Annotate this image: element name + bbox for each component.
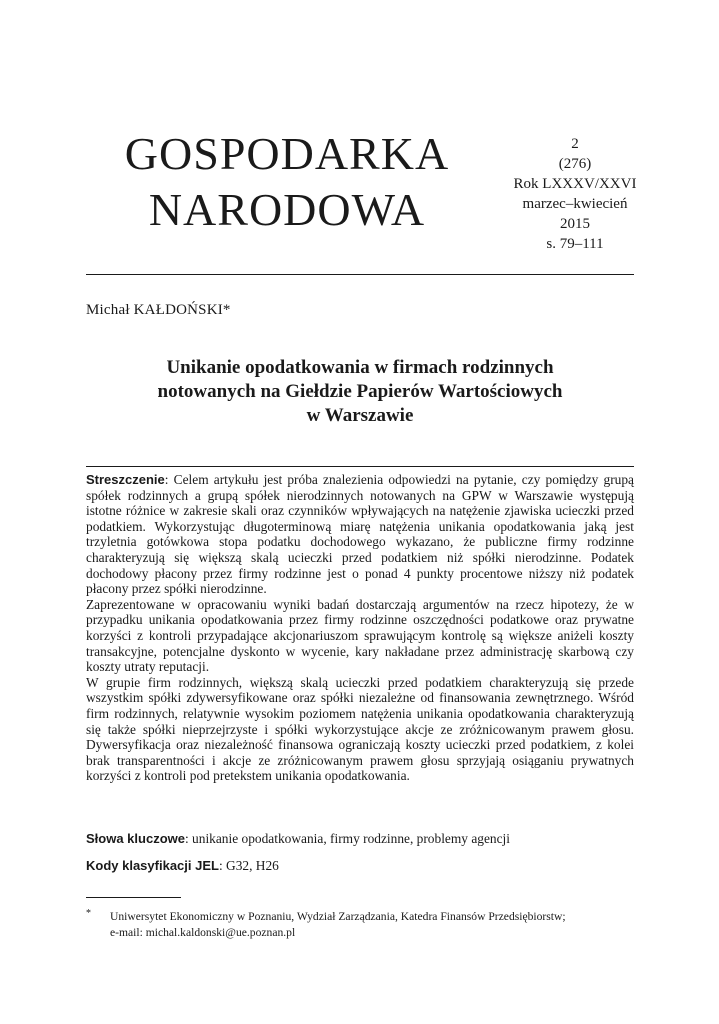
- journal-title-line-2: NARODOWA: [148, 184, 426, 235]
- abstract-label: Streszczenie: [86, 472, 165, 487]
- journal-title-line-1: GOSPODARKA: [124, 128, 450, 179]
- article-title-line-1: Unikanie opodatkowania w firmach rodzinnych: [166, 357, 554, 378]
- abstract-text-1: : Celem artykułu jest próba znalezienia odpowiedzi na pytanie, czy pomiędzy grupą spółek rodzinnych a grupą spółek nierodzinnych notowanych na GPW w Warszawie występują istotne różnice w zakresie skali oraz czynników wpływających na natężenie zjawiska ucieczki przed podatkiem. Wykorzystując długoterminową miarę natężenia unikania opodatkowania jaką jest trzyletnia gotówkowa stopa podatku dochodowego wykazano, że publiczne firmy rodzinne charakteryzują się większą skalą ucieczki przed podatkiem niż spółki nierodzinne. Podatek dochodowy płacony przez firmy rodzinne jest o ponad 4 punkty procentowe niższy niż podatek płacony przez spółki nierodzinne.: [86, 472, 634, 597]
- abstract-paragraph-1: [86, 472, 634, 597]
- issue-sequence: (276): [558, 156, 592, 172]
- masthead: [0, 0, 719, 280]
- keywords: [86, 831, 634, 847]
- keywords-text: : unikanie opodatkowania, firmy rodzinne, problemy agencji: [184, 831, 510, 846]
- issue-year: 2015: [560, 216, 590, 232]
- abstract-paragraph-3: W grupie firm rodzinnych, większą skalą ucieczki przed podatkiem charakteryzują się przede wszystkim spółki zdywersyfikowane oraz spółki niezależne od finansowania zewnętrznego. Wśród firm rodzinnych, relatywnie wysokim poziomem natężenia unikania opodatkowania charakteryzują się także spółki nieprzejrzyste i spółki wykorzystujące akcje ze zróżnicowanym prawem głosu. Dywersyfikacja oraz niezależność finansowa ograniczają koszty ucieczki przed podatkiem, z kolei brak transparentności i akcje ze zróżnicowanym prawem głosu sprzyjają osiąganiu prywatnych korzyści z kontroli pod pretekstem unikania opodatkowania.: [86, 674, 634, 784]
- abstract-paragraph-2: Zaprezentowane w opracowaniu wyniki badań dostarczają argumentów na rzecz hipotezy, że w przypadku unikania opodatkowania przez firmy rodzinne oszczędności podatkowe oraz prywatne korzyści z kontroli przypadające akcjonariuszom sprawującym kontrolę są większe aniżeli koszty transakcyjne, potencjalne dyskonto w wycenie, kary nakładane przez administrację skarbową czy koszty utraty reputacji.: [86, 596, 634, 675]
- author-name: Michał KAŁDOŃSKI*: [86, 302, 231, 318]
- article-title-line-2: notowanych na Giełdzie Papierów Wartościowych: [157, 381, 563, 402]
- journal-title: [112, 126, 462, 238]
- issue-number: 2: [571, 136, 579, 152]
- footnote-email: e-mail: michal.kaldonski@ue.poznan.pl: [110, 926, 296, 939]
- jel-codes: [86, 858, 634, 874]
- abstract: [86, 472, 634, 784]
- abstract-divider: [86, 466, 634, 467]
- jel-label: Kody klasyfikacji JEL: [86, 858, 219, 873]
- article-title: [86, 356, 634, 428]
- header-divider: [86, 274, 634, 275]
- issue-info: [505, 134, 645, 254]
- issue-months: marzec–kwiecień: [522, 196, 628, 212]
- keywords-label: Słowa kluczowe: [86, 831, 185, 846]
- footnote-divider: [86, 897, 181, 898]
- footnote-mark: *: [86, 908, 91, 919]
- issue-pages: s. 79–111: [546, 236, 604, 252]
- issue-volume: Rok LXXXV/XXVI: [513, 176, 637, 192]
- jel-text: : G32, H26: [218, 858, 279, 873]
- footnote-body: [110, 909, 650, 941]
- article-title-line-3: w Warszawie: [306, 405, 414, 426]
- footnote-affiliation: Uniwersytet Ekonomiczny w Poznaniu, Wydział Zarządzania, Katedra Finansów Przedsiębiorstw;: [110, 910, 566, 923]
